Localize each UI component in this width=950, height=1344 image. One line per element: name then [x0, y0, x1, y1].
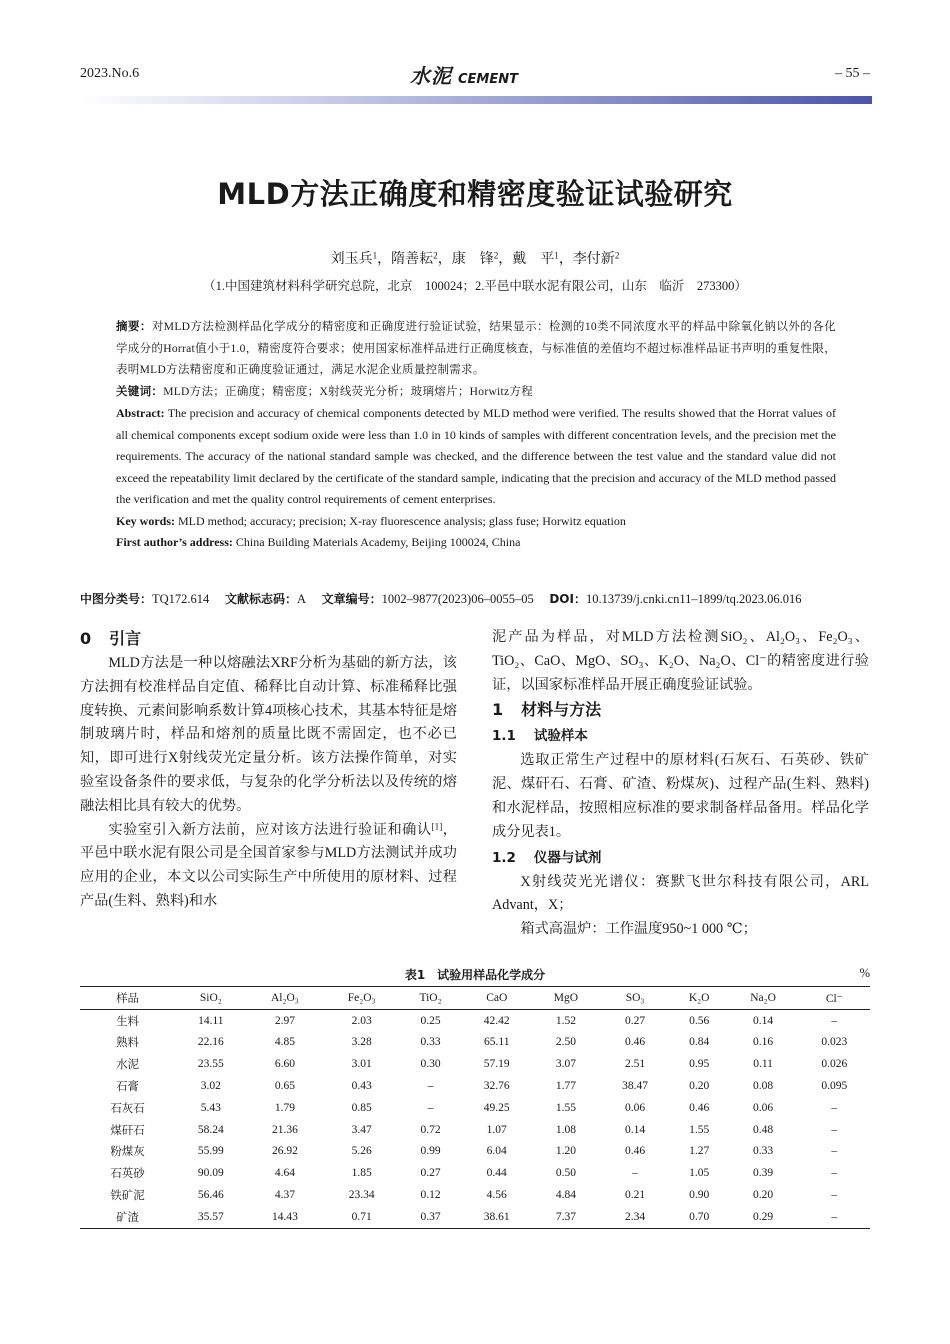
- table-cell: 5.43: [200, 1101, 221, 1114]
- table-cell: 56.46: [197, 1189, 224, 1202]
- table-cell: 0.023: [821, 1036, 848, 1049]
- table-cell: 57.19: [483, 1058, 510, 1071]
- table-cell: 1.07: [486, 1123, 507, 1136]
- table-cell: 1.20: [555, 1145, 576, 1158]
- instrument-furnace: 箱式高温炉：工作温度950~1 000 ℃；: [520, 921, 757, 938]
- keywords-en: Key words: MLD method; accuracy; precision; X-ray fluorescence analysis; glass fuse; Horwitz equation: [116, 513, 626, 528]
- table-row-label: 石膏: [116, 1081, 140, 1094]
- table-cell: 22.16: [197, 1036, 224, 1049]
- table-header: Cl⁻: [825, 992, 843, 1005]
- table-row-label: 粉煤灰: [110, 1146, 145, 1159]
- table-cell: 0.46: [689, 1101, 710, 1114]
- table-row: [80, 1097, 870, 1119]
- table-cell: 1.55: [555, 1101, 576, 1114]
- table-cell: 1.55: [689, 1123, 710, 1136]
- table-cell: 0.71: [351, 1210, 372, 1223]
- table-header: SO₃: [625, 991, 645, 1004]
- table-cell: 32.76: [483, 1080, 510, 1093]
- sample-composition-table: [80, 986, 870, 1229]
- table-cell: 0.99: [420, 1145, 441, 1158]
- table-cell: 0.46: [624, 1036, 646, 1049]
- page-number: – 55 –: [835, 66, 870, 81]
- table-cell: 1.85: [351, 1167, 372, 1180]
- table-cell: 0.20: [689, 1080, 710, 1093]
- body-column-right: [492, 626, 869, 942]
- affiliation: （1.中国建筑材料科学研究总院，北京 100024；2.平邑中联水泥有限公司，山东 临沂 273300）: [203, 279, 747, 293]
- table-cell: 0.90: [689, 1189, 710, 1202]
- table-cell: 0.21: [624, 1189, 646, 1202]
- table-cell: –: [831, 1210, 838, 1223]
- table-cell: 0.30: [420, 1058, 441, 1071]
- table-row-label: 煤矸石: [110, 1124, 145, 1137]
- table-row: [80, 1162, 870, 1184]
- header-gradient-bar: [80, 96, 872, 104]
- table-row: [80, 1053, 870, 1075]
- table-row: [80, 1009, 870, 1031]
- table-cell: 2.34: [624, 1210, 646, 1223]
- table-cell: –: [831, 1189, 838, 1202]
- table-cell: 2.97: [274, 1014, 295, 1027]
- table-cell: 58.24: [197, 1123, 224, 1136]
- table-cell: 2.50: [555, 1036, 576, 1049]
- table-cell: 4.64: [274, 1167, 295, 1180]
- table-cell: 0.70: [689, 1210, 710, 1223]
- table-cell: 65.11: [484, 1036, 510, 1049]
- table-cell: 1.79: [274, 1101, 295, 1114]
- table-cell: 5.26: [351, 1145, 372, 1158]
- table-cell: 1.52: [555, 1014, 576, 1027]
- table-row-label: 矿渣: [116, 1211, 140, 1224]
- author: 戴 平: [512, 252, 555, 267]
- table-unit: %: [859, 966, 870, 980]
- table-cell: 2.03: [351, 1014, 372, 1027]
- author: 康 锋: [451, 252, 494, 267]
- table-cell: –: [427, 1101, 434, 1114]
- table-cell: 26.92: [271, 1145, 298, 1158]
- journal-logo-cn: 水泥: [410, 66, 452, 88]
- table-cell: 0.84: [689, 1036, 710, 1049]
- table-cell: 0.95: [689, 1058, 710, 1071]
- abstract-en: Abstract: The precision and accuracy of chemical components detected by MLD method were verified. The results showed that the Horrat values of all chemical components except sodium oxide were less than 1.0 in 10 kinds of samples with different concentration levels, and the precision met the requirements. The accuracy of the national standard sample was checked, and the difference between the test value and the standard value did not exceed the repeatability limit declared by the certificate of the standard sample, indicating that the precision and accuracy of the MLD method passed the verification and met the quality control requirements of cement enterprises.: [116, 406, 836, 506]
- subsection-heading-instruments: 1.2 仪器与试剂: [492, 849, 602, 866]
- table-cell: 0.08: [753, 1080, 774, 1093]
- table-cell: 0.29: [753, 1210, 774, 1223]
- table-row: [80, 1184, 870, 1206]
- table-cell: 14.43: [271, 1210, 298, 1223]
- table-cell: 49.25: [483, 1101, 510, 1114]
- table-row: [80, 1032, 870, 1054]
- table-title: 表1 试验用样品化学成分: [404, 968, 546, 982]
- table-header: Al₂O₃: [270, 991, 299, 1004]
- table-header: SiO₂: [199, 991, 222, 1004]
- table-cell: 0.46: [624, 1145, 646, 1158]
- table-cell: 0.85: [351, 1101, 372, 1114]
- table-cell: 6.60: [274, 1058, 295, 1071]
- table-cell: 0.20: [753, 1189, 774, 1202]
- table-cell: 0.48: [753, 1123, 774, 1136]
- table-row-label: 石灰石: [110, 1102, 145, 1115]
- table-row-label: 铁矿泥: [110, 1190, 145, 1203]
- table-cell: 0.095: [821, 1080, 848, 1093]
- journal-issue: 2023.No.6: [80, 66, 140, 81]
- table-cell: 0.50: [555, 1167, 576, 1180]
- table-cell: 1.77: [555, 1080, 576, 1093]
- classification-line: 中图分类号：TQ172.614 文献标志码：A 文章编号：1002–9877(2023)06–0055–05 DOI：10.13739/j.cnki.cn11–1899/tq.2023.06.016: [80, 592, 802, 606]
- table-cell: 0.25: [420, 1014, 441, 1027]
- table-cell: 4.85: [274, 1036, 295, 1049]
- table-cell: –: [831, 1167, 838, 1180]
- table-cell: 0.11: [753, 1058, 773, 1071]
- table-header: K₂O: [688, 991, 710, 1004]
- table-cell: 3.07: [555, 1058, 576, 1071]
- table-cell: 6.04: [486, 1145, 507, 1158]
- table-cell: 7.37: [555, 1210, 576, 1223]
- table-cell: 0.39: [753, 1167, 774, 1180]
- table-cell: 3.01: [351, 1058, 372, 1071]
- table-row-label: 石英砂: [110, 1168, 145, 1181]
- table-row: [80, 1075, 870, 1097]
- table-row: [80, 1119, 870, 1141]
- author: 隋善耘: [391, 252, 434, 267]
- table-cell: 90.09: [197, 1167, 224, 1180]
- table-cell: 38.61: [483, 1210, 510, 1223]
- table-row: [80, 1141, 870, 1163]
- table-cell: –: [831, 1145, 838, 1158]
- table-cell: 55.99: [197, 1145, 224, 1158]
- author: 刘玉兵: [330, 252, 373, 267]
- table-cell: 42.42: [483, 1014, 510, 1027]
- table-cell: 21.36: [271, 1123, 298, 1136]
- table-cell: 3.47: [351, 1123, 372, 1136]
- table-cell: 0.14: [624, 1123, 646, 1136]
- table-header: Na₂O: [750, 991, 776, 1004]
- table-cell: 4.84: [555, 1189, 576, 1202]
- table-cell: 0.33: [420, 1036, 441, 1049]
- table-cell: –: [427, 1080, 434, 1093]
- journal-logo-en: CEMENT: [458, 72, 518, 87]
- intro-paragraph-2: 实验室引入新方法前，应对该方法进行验证和确认[1]，平邑中联水泥有限公司是全国首家参与MLD方法测试并成功应用的企业，本文以公司实际生产中所使用的原材料、过程产品(生料、熟料)和水: [80, 820, 457, 909]
- table-cell: 0.14: [753, 1014, 774, 1027]
- section-heading-methods: 1 材料与方法: [492, 700, 602, 720]
- table-cell: 0.37: [420, 1210, 441, 1223]
- table-cell: 1.08: [555, 1123, 576, 1136]
- table-header: CaO: [486, 991, 508, 1004]
- table-row-label: 熟料: [116, 1037, 140, 1050]
- table-cell: –: [632, 1167, 638, 1180]
- body-column-left: [80, 626, 457, 914]
- table-row-label: 水泥: [116, 1059, 140, 1072]
- intro-paragraph-2-cont: 泥产品为样品，对MLD方法检测SiO₂、Al₂O₃、Fe₂O₃、TiO₂、CaO、MgO、SO₃、K₂O、Na₂O、Cl⁻的精密度进行验证，以国家标准样品开展正确度验证试验。: [492, 629, 869, 693]
- paper-title: MLD方法正确度和精密度验证试验研究: [217, 177, 733, 211]
- table-cell: 0.72: [420, 1123, 441, 1136]
- first-author-address: First author’s address: China Building Materials Academy, Beijing 100024, China: [116, 535, 521, 549]
- table-cell: 0.16: [753, 1036, 774, 1049]
- journal-logo: [410, 60, 518, 89]
- table-cell: 0.06: [624, 1101, 646, 1114]
- table-cell: 1.27: [689, 1145, 710, 1158]
- table-cell: –: [831, 1101, 838, 1114]
- table-header: MgO: [553, 991, 579, 1004]
- table-cell: 3.28: [351, 1036, 372, 1049]
- table-cell: 23.34: [348, 1189, 375, 1202]
- table-cell: 0.06: [753, 1101, 774, 1114]
- table-cell: 4.37: [274, 1189, 295, 1202]
- table-cell: 0.44: [486, 1167, 507, 1180]
- table-cell: 0.65: [274, 1080, 295, 1093]
- table-header: TiO₂: [419, 991, 442, 1004]
- table-header: Fe₂O₃: [347, 991, 376, 1004]
- keywords-cn: 关键词：MLD方法；正确度；精密度；X射线荧光分析；玻璃熔片；Horwitz方程: [116, 385, 534, 398]
- table-header: 样品: [116, 992, 140, 1005]
- samples-paragraph: 选取正常生产过程中的原材料(石灰石、石英砂、铁矿泥、煤矸石、石膏、矿渣、粉煤灰)、过程产品(生料、熟料)和水泥样品，按照相应标准的要求制备样品备用。样品化学成分见表1。: [492, 752, 869, 840]
- table-cell: 38.47: [622, 1080, 648, 1093]
- table-cell: 0.27: [420, 1167, 441, 1180]
- subsection-heading-samples: 1.1 试验样本: [492, 728, 588, 745]
- table-row-label: 生料: [116, 1015, 140, 1028]
- table-cell: 0.026: [821, 1058, 848, 1071]
- abstract-block: [116, 317, 836, 554]
- table-cell: 3.02: [200, 1080, 221, 1093]
- table-cell: 14.11: [198, 1014, 224, 1027]
- instrument-xrf: X射线荧光光谱仪：赛默飞世尔科技有限公司，ARL Advant，X；: [492, 873, 869, 914]
- abstract-cn: 摘要：对MLD方法检测样品化学成分的精密度和正确度进行验证试验，结果显示：检测的10类不同浓度水平的样品中除氧化钠以外的各化学成分的Horrat值小于1.0，精密度符合要求；使用国家标准样品进行正确度核查，与标准值的差值均不超过标准样品证书声明的重复性限，表明MLD方法精密度和正确度验证通过，满足水泥企业质量控制需求。: [116, 321, 836, 376]
- table-cell: 4.56: [486, 1189, 507, 1202]
- table-cell: 0.43: [351, 1080, 372, 1093]
- table-cell: –: [831, 1123, 838, 1136]
- author: 李付新: [572, 252, 615, 267]
- table-cell: 0.27: [624, 1014, 646, 1027]
- table-cell: 2.51: [624, 1058, 646, 1071]
- table-cell: 23.55: [197, 1058, 224, 1071]
- table-header-row: [80, 987, 870, 1010]
- table-row: [80, 1206, 870, 1228]
- intro-paragraph-1: MLD方法是一种以熔融法XRF分析为基础的新方法，该方法拥有校准样品自定值、稀释比自动计算、标准稀释比强度转换、元素间影响系数计算4项核心技术，其基本特征是熔制玻璃片时，样品和熔剂的质量比既不需固定，也不必已知，即可进行X射线荧光定量分析。该方法操作简单，对实验室设备条件的要求低，与复杂的化学分析法以及传统的熔融法相比具有较大的优势。: [80, 655, 457, 814]
- section-heading-intro: 0 引言: [80, 629, 142, 648]
- table-cell: –: [831, 1014, 838, 1027]
- table-cell: 0.12: [420, 1189, 441, 1202]
- author-list: 刘玉兵$^1$，隋善耘$^2$，康 锋$^2$，戴 平$^1$，李付新$^2$: [330, 250, 620, 267]
- table-cell: 35.57: [197, 1210, 224, 1223]
- table-cell: 0.33: [753, 1145, 774, 1158]
- table-cell: 0.56: [689, 1014, 710, 1027]
- table-cell: 1.05: [689, 1167, 710, 1180]
